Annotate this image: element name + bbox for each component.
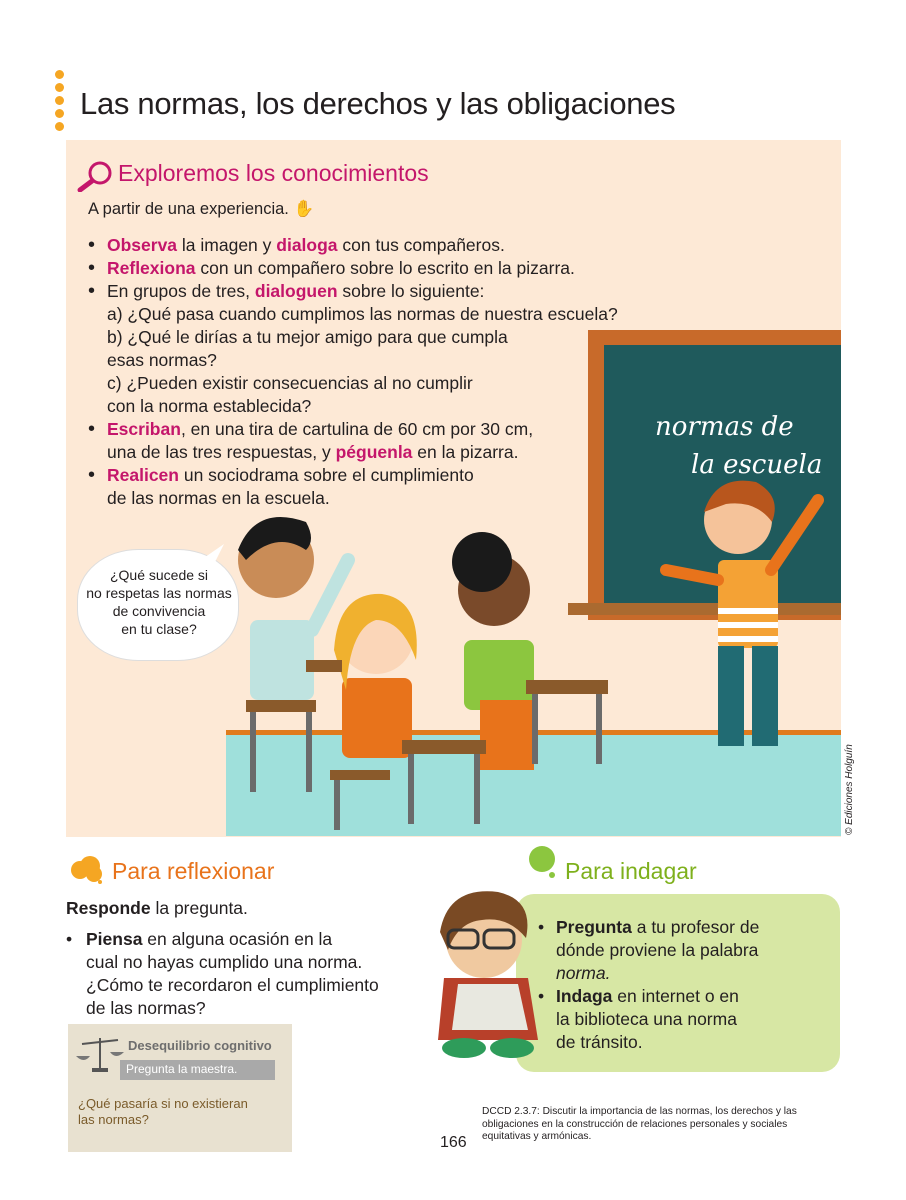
inquire-title: Para indagar bbox=[565, 858, 697, 884]
boy-at-board bbox=[666, 481, 818, 746]
explore-title: Exploremos los conocimientos bbox=[118, 160, 429, 186]
speech-bubble-tail bbox=[196, 542, 226, 564]
classroom-illustration bbox=[226, 460, 841, 836]
explore-subtitle: A partir de una experiencia. ✋ bbox=[88, 200, 315, 218]
magnifier-icon bbox=[74, 160, 116, 192]
cloud-icon bbox=[70, 856, 104, 884]
reflect-title: Para reflexionar bbox=[112, 858, 275, 884]
cognitive-question: ¿Qué pasaría si no existieran las normas? bbox=[78, 1096, 248, 1127]
girl-smiling bbox=[334, 594, 417, 758]
hand-icon: ✋ bbox=[293, 200, 315, 218]
boy-raising-hand bbox=[238, 517, 348, 700]
boy-at-desk bbox=[452, 532, 534, 770]
speech-bubble-text: ¿Qué sucede si no respetas las normas de convivencia en tu clase? bbox=[86, 567, 232, 637]
respond-line: Responde la pregunta. bbox=[66, 898, 248, 918]
think-bullet: • Piensa en alguna ocasión en la cual no hayas cumplido una norma. ¿Cómo te recordaron el cumplimiento de las normas? bbox=[66, 929, 379, 1018]
scale-icon bbox=[76, 1034, 124, 1074]
cognitive-bar-text: Pregunta la maestra. bbox=[126, 1062, 238, 1076]
image-credit: © Ediciones Holguín bbox=[844, 744, 855, 835]
page-number: 166 bbox=[440, 1134, 467, 1151]
list-item: • En grupos de tres, dialoguen sobre lo siguiente: a) ¿Qué pasa cuando cumplimos las normas de nuestra escuela? b) ¿Qué le dirías a tu mejor amigo para que cumpla esas normas? c) ¿Pueden existir consecuencias al no cumplir con la norma establecida? bbox=[86, 280, 646, 418]
leaf-icon bbox=[528, 845, 558, 881]
reading-boy-illustration bbox=[408, 880, 568, 1060]
list-item: • Realicen un sociodrama sobre el cumplimiento de las normas en la escuela. bbox=[86, 464, 646, 510]
title-dots bbox=[55, 70, 67, 135]
inquire-list: • Pregunta a tu profesor de dónde proviene la palabra norma. • Indaga en internet o en la biblioteca una norma de tránsito. bbox=[538, 917, 760, 1052]
list-item: • Escriban, en una tira de cartulina de 60 cm por 30 cm, una de las tres respuestas, y péguenla en la pizarra. bbox=[86, 418, 646, 464]
curriculum-note: DCCD 2.3.7: Discutir la importancia de las normas, los derechos y las obligaciones en la construcción de relaciones personales y sociales equitativas y armónicas. bbox=[482, 1106, 797, 1142]
chalkboard-text: normas de la escuela bbox=[655, 412, 823, 480]
page-title: Las normas, los derechos y las obligaciones bbox=[80, 86, 676, 121]
list-item: • Reflexiona con un compañero sobre lo escrito en la pizarra. bbox=[86, 257, 646, 280]
list-item: • Observa la imagen y dialoga con tus compañeros. bbox=[86, 234, 646, 257]
cognitive-title: Desequilibrio cognitivo bbox=[128, 1038, 272, 1053]
